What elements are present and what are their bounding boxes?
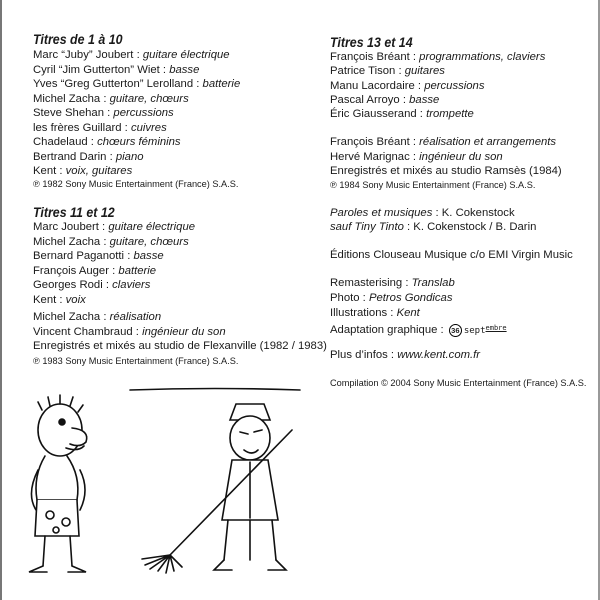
page-edge-left	[0, 0, 2, 600]
credit-name: Cyril “Jim Gutterton” Wiet :	[33, 63, 170, 76]
credit-name: François Bréant :	[330, 136, 420, 148]
36-septembre-logo: 36	[449, 324, 462, 337]
more-info	[330, 348, 480, 362]
design-credit	[330, 321, 507, 335]
credit-role: basse	[133, 250, 164, 263]
credit-line	[33, 278, 150, 292]
logo-sup: embre	[485, 324, 507, 332]
copyright: ℗ 1982 Sony Music Entertainment (France) S.A.S.	[33, 179, 239, 189]
studio-note: Enregistrés et mixés au studio Ramsès (1984)	[330, 165, 562, 177]
credit-role: basse	[409, 93, 440, 106]
credit-name: Marc Joubert :	[33, 221, 109, 233]
credit-name: Marc “Juby” Joubert :	[33, 49, 143, 61]
credit-role: voix	[65, 294, 86, 306]
credit-line	[33, 92, 189, 106]
value: Translab	[411, 277, 455, 289]
credit-line	[33, 235, 189, 249]
credit-role: guitare, chœurs	[109, 235, 189, 248]
lyrics-value: : K. Cokenstock	[432, 207, 515, 219]
credit-name: Pascal Arroyo :	[330, 93, 410, 106]
except-credit	[330, 220, 536, 234]
broom-handle	[170, 430, 292, 555]
credit-line	[330, 64, 445, 78]
label: Photo :	[330, 292, 369, 304]
credit-role: percussions	[424, 79, 485, 92]
credit-line	[330, 150, 503, 164]
credit-name: Steve Shehan :	[33, 107, 114, 119]
label: Remasterising :	[330, 277, 412, 289]
except-label: sauf Tiny Tinto	[330, 221, 404, 233]
credit-line	[330, 50, 545, 64]
label: Illustrations :	[330, 307, 397, 319]
credit-role: basse	[169, 63, 200, 76]
credit-name: Michel Zacha :	[33, 92, 110, 105]
credit-name: Kent :	[33, 165, 66, 177]
credit-name: Michel Zacha :	[33, 235, 110, 248]
section-title: Titres de 1 à 10	[33, 32, 123, 47]
credit-name: François Bréant :	[330, 51, 420, 63]
lyrics-label: Paroles et musiques	[330, 207, 433, 219]
website-link[interactable]: www.kent.com.fr	[397, 349, 481, 361]
value: Kent	[396, 307, 420, 319]
credit-line	[33, 150, 144, 164]
credit-line	[33, 264, 156, 278]
credit-name: Manu Lacordaire :	[330, 79, 425, 92]
credit-name: Michel Zacha :	[33, 311, 110, 323]
credit-role: guitare électrique	[142, 49, 230, 61]
credit-line	[33, 293, 86, 307]
credit-role: ingénieur du son	[419, 150, 503, 163]
credit-line	[330, 107, 474, 121]
credit-name: Éric Giausserand :	[330, 108, 427, 121]
credit-name: Georges Rodi :	[33, 279, 113, 292]
credit-line	[33, 77, 240, 91]
credit-role: cuivres	[130, 121, 167, 134]
credit-role: percussions	[113, 107, 174, 119]
compilation-copyright: Compilation © 2004 Sony Music Entertainment (France) S.A.S.	[330, 378, 587, 388]
broom-head	[142, 555, 182, 573]
character-left	[29, 395, 87, 572]
credit-role: chœurs féminins	[97, 136, 181, 148]
credit-line	[33, 310, 161, 324]
credit-role: guitares	[404, 65, 445, 78]
credit-role: guitare électrique	[108, 221, 196, 233]
photo-credit	[330, 291, 452, 305]
credit-role: claviers	[112, 279, 151, 292]
lyrics-credit	[330, 206, 515, 220]
credit-line	[330, 79, 484, 93]
credit-role: piano	[115, 150, 144, 163]
except-value: : K. Cokenstock / B. Darin	[403, 221, 537, 233]
studio-note: Enregistrés et mixés au studio de Flexanville (1982 / 1983)	[33, 340, 327, 352]
credit-name: François Auger :	[33, 264, 119, 277]
credit-line	[33, 164, 132, 178]
section-title: Titres 11 et 12	[33, 205, 115, 220]
logo-text: sept	[463, 326, 486, 336]
credit-role: batterie	[202, 78, 241, 90]
credit-line	[33, 106, 174, 120]
credit-name: Kent :	[33, 294, 66, 306]
value: Petros Gondicas	[368, 292, 453, 304]
credit-name: Bertrand Darin :	[33, 150, 116, 163]
section-title: Titres 13 et 14	[330, 35, 413, 50]
credit-role: réalisation	[109, 311, 162, 323]
credit-name: Bernard Paganotti :	[33, 250, 134, 263]
credit-line	[33, 135, 181, 149]
remastering-credit	[330, 276, 455, 290]
credit-line	[33, 121, 167, 135]
character-right	[142, 404, 292, 573]
credit-role: voix, guitares	[65, 165, 133, 177]
credit-line	[33, 63, 199, 77]
credit-line	[33, 325, 226, 339]
credit-role: guitare, chœurs	[109, 92, 189, 105]
credit-name: Patrice Tison :	[330, 65, 405, 78]
credit-role: batterie	[118, 264, 157, 277]
credit-role: réalisation et arrangements	[419, 136, 557, 148]
copyright: ℗ 1984 Sony Music Entertainment (France) S.A.S.	[330, 180, 536, 190]
credit-name: Vincent Chambraud :	[33, 325, 143, 338]
credit-line	[330, 135, 556, 149]
credit-role: programmations, claviers	[419, 51, 546, 63]
credit-line	[33, 249, 164, 263]
credit-name: les frères Guillard :	[33, 121, 131, 134]
credit-name: Yves “Greg Gutterton” Lerolland :	[33, 78, 203, 90]
credit-role: ingénieur du son	[142, 325, 226, 338]
ground-line	[130, 389, 300, 391]
copyright: ℗ 1983 Sony Music Entertainment (France) S.A.S.	[33, 356, 239, 366]
credit-line	[33, 220, 195, 234]
credit-name: Hervé Marignac :	[330, 150, 420, 163]
credit-role: trompette	[426, 108, 474, 121]
publisher: Éditions Clouseau Musique c/o EMI Virgin Music	[330, 249, 573, 261]
illustrations-credit	[330, 306, 420, 320]
credit-line	[33, 48, 230, 62]
credit-line	[330, 93, 439, 107]
label: Plus d’infos :	[330, 349, 398, 361]
label: Adaptation graphique :	[330, 324, 447, 336]
credit-name: Chadelaud :	[33, 136, 98, 148]
